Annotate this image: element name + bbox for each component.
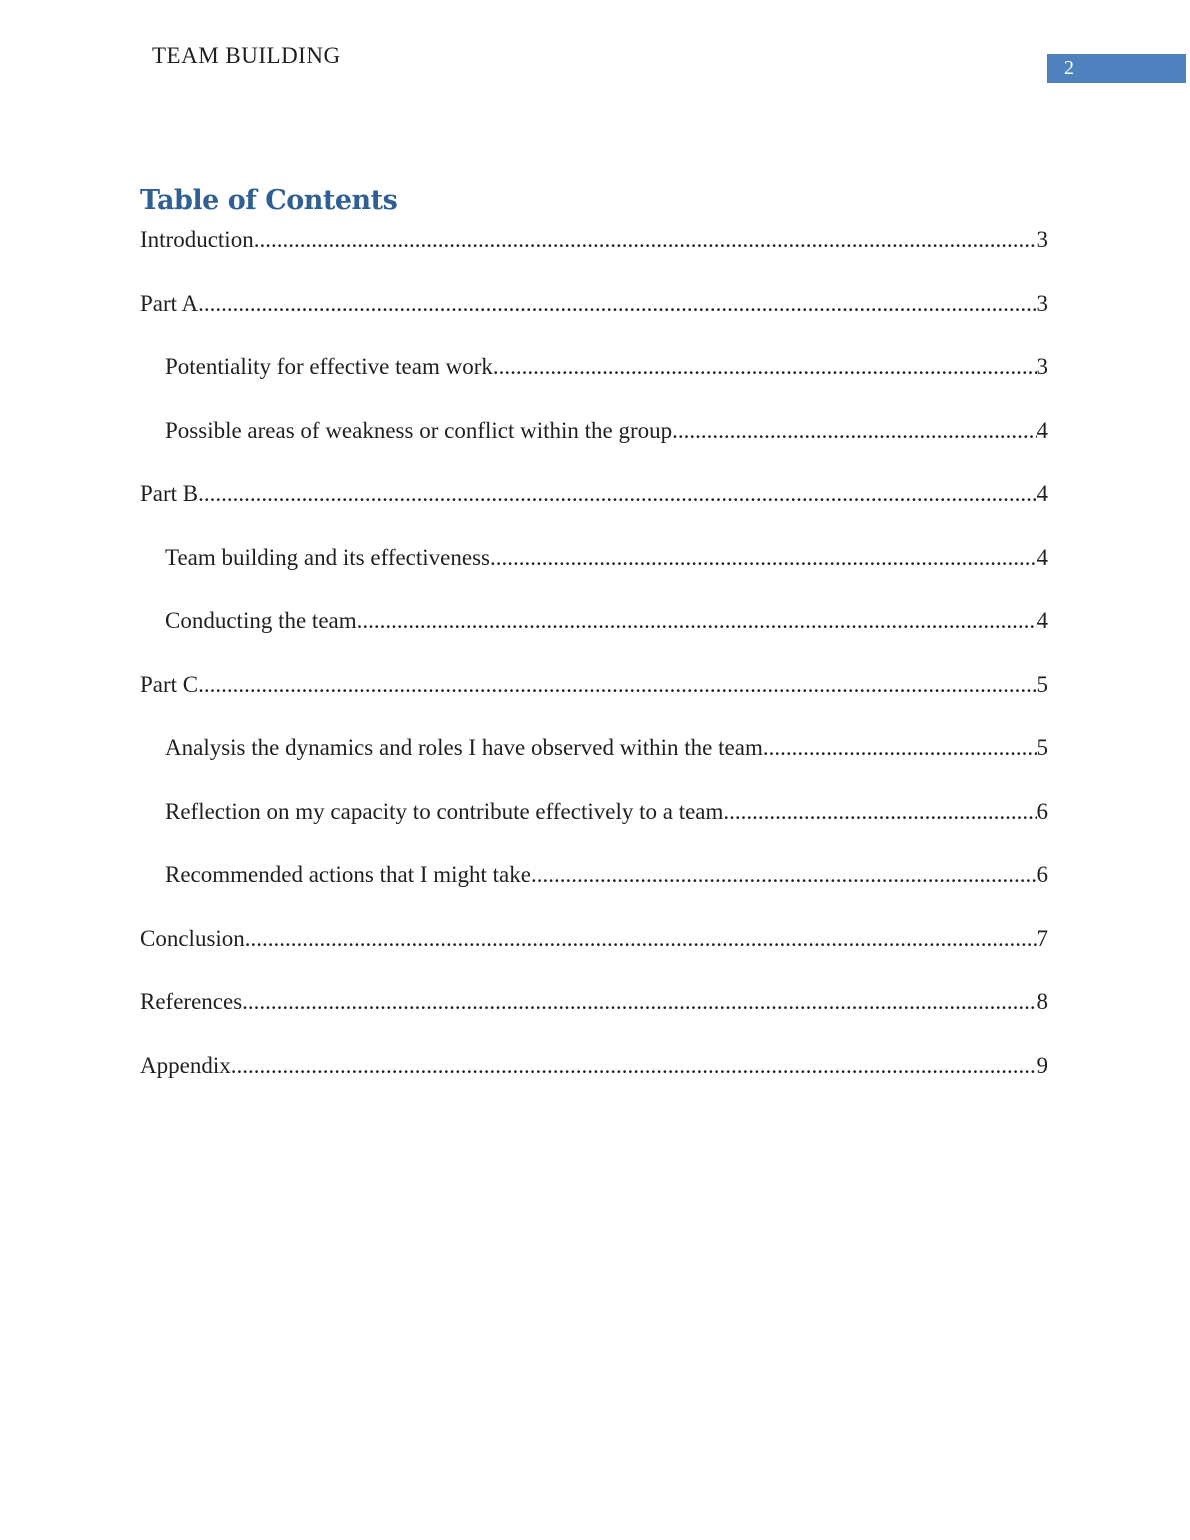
toc-entry-label: Analysis the dynamics and roles I have observed within the team	[165, 735, 763, 760]
toc-entry-label: Recommended actions that I might take	[165, 862, 531, 887]
toc-dot-leader	[357, 609, 1037, 632]
toc-entry-list	[140, 228, 1048, 1077]
toc-dot-leader	[198, 292, 1036, 315]
toc-entry-page-number: 5	[1036, 735, 1048, 760]
toc-dot-leader	[245, 927, 1037, 950]
toc-entry-page-number: 4	[1036, 417, 1048, 443]
toc-entry-page-number: 6	[1036, 798, 1048, 824]
toc-entry[interactable]	[140, 482, 1048, 505]
toc-entry-page-number: 3	[1036, 354, 1048, 379]
toc-entry[interactable]	[140, 863, 1048, 886]
toc-entry[interactable]	[140, 546, 1048, 569]
toc-entry[interactable]	[140, 927, 1048, 950]
toc-entry[interactable]	[140, 419, 1048, 442]
toc-entry-page-number: 4	[1036, 481, 1048, 506]
toc-entry-page-number: 6	[1036, 862, 1048, 887]
toc-entry-page-number: 9	[1036, 1052, 1048, 1078]
toc-entry-page-number: 3	[1036, 290, 1048, 316]
toc-section	[140, 186, 1048, 1117]
toc-entry-label: Team building and its effectiveness	[165, 544, 490, 570]
toc-entry-page-number: 8	[1036, 989, 1048, 1014]
toc-dot-leader	[493, 355, 1037, 378]
toc-heading: Table of Contents	[140, 185, 398, 216]
running-header-title: TEAM BUILDING	[152, 43, 341, 68]
toc-dot-leader	[672, 419, 1036, 442]
toc-entry-label: Conducting the team	[165, 608, 357, 633]
toc-entry-label: Part A	[140, 290, 199, 316]
toc-entry[interactable]	[140, 990, 1048, 1013]
toc-entry-page-number: 7	[1036, 925, 1048, 951]
toc-dot-leader	[490, 546, 1037, 569]
toc-entry-label: References	[140, 989, 243, 1014]
toc-entry-label: Reflection on my capacity to contribute effectively to a team	[165, 798, 724, 824]
toc-entry-label: Potentiality for effective team work	[165, 354, 493, 379]
toc-entry[interactable]	[140, 673, 1048, 696]
toc-entry[interactable]	[140, 228, 1048, 251]
toc-dot-leader	[254, 228, 1037, 251]
toc-entry[interactable]	[140, 355, 1048, 378]
toc-dot-leader	[198, 482, 1036, 505]
toc-entry-label: Conclusion	[140, 925, 245, 951]
toc-entry-label: Introduction	[140, 227, 254, 252]
toc-entry-label: Part C	[140, 671, 199, 697]
toc-dot-leader	[198, 673, 1036, 696]
toc-entry-label: Appendix	[140, 1052, 231, 1078]
toc-dot-leader	[531, 863, 1037, 886]
toc-entry-label: Part B	[140, 481, 199, 506]
toc-entry[interactable]	[140, 736, 1048, 759]
page-number: 2	[1064, 57, 1074, 79]
page-number-box	[1047, 54, 1186, 83]
toc-dot-leader	[242, 990, 1036, 1013]
toc-dot-leader	[763, 736, 1037, 759]
toc-entry[interactable]	[140, 800, 1048, 823]
toc-entry-page-number: 3	[1036, 227, 1048, 252]
toc-entry-label: Possible areas of weakness or conflict within the group	[165, 417, 673, 443]
toc-dot-leader	[723, 800, 1036, 823]
toc-entry-page-number: 5	[1036, 671, 1048, 697]
toc-entry-page-number: 4	[1036, 544, 1048, 570]
toc-entry-page-number: 4	[1036, 608, 1048, 633]
toc-entry[interactable]	[140, 292, 1048, 315]
toc-dot-leader	[231, 1054, 1037, 1077]
toc-entry[interactable]	[140, 1054, 1048, 1077]
toc-entry[interactable]	[140, 609, 1048, 632]
